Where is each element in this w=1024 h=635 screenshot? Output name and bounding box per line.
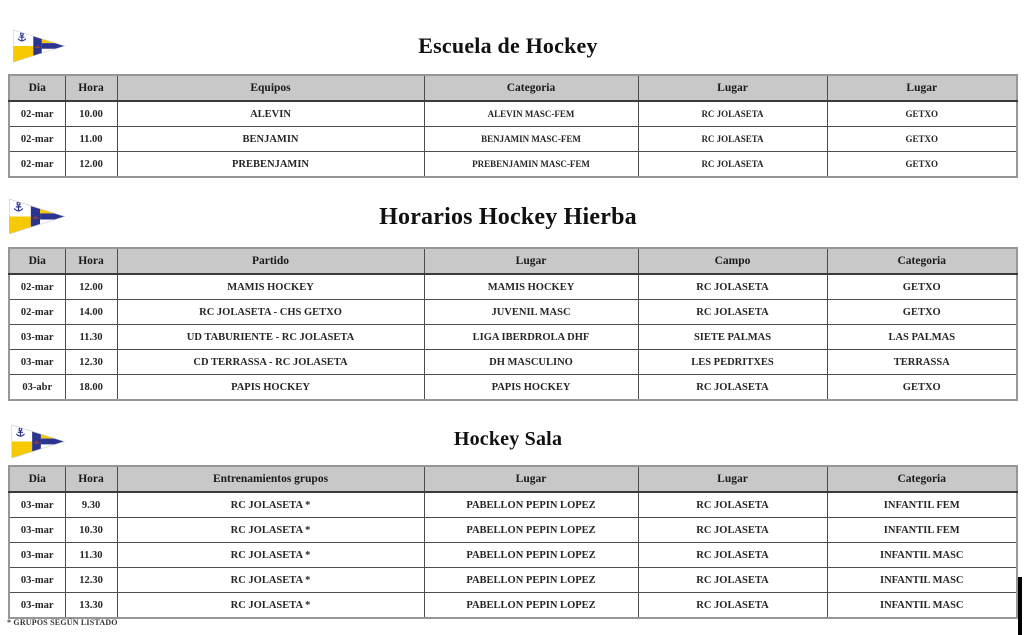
table-row bbox=[9, 568, 1017, 593]
table-cell: PABELLON PEPIN LOPEZ bbox=[424, 593, 638, 619]
table-cell: PABELLON PEPIN LOPEZ bbox=[424, 568, 638, 593]
table-cell: BENJAMIN MASC-FEM bbox=[424, 127, 638, 152]
table-cell: 11.30 bbox=[65, 543, 117, 568]
table-row bbox=[9, 350, 1017, 375]
table-row bbox=[9, 518, 1017, 543]
table-cell: 12.30 bbox=[65, 350, 117, 375]
table-cell: 02-mar bbox=[9, 127, 65, 152]
table-cell: 02-mar bbox=[9, 101, 65, 127]
table-row bbox=[9, 101, 1017, 127]
table-cell: 03-mar bbox=[9, 593, 65, 619]
table-cell: PABELLON PEPIN LOPEZ bbox=[424, 492, 638, 518]
table-cell: 12.30 bbox=[65, 568, 117, 593]
table-cell: RC JOLASETA bbox=[638, 101, 827, 127]
scrollbar-thumb[interactable] bbox=[1018, 577, 1022, 635]
table-cell: GETXO bbox=[827, 152, 1017, 178]
table-row bbox=[9, 492, 1017, 518]
column-header: Dia bbox=[9, 75, 65, 101]
section-title-escuela: Escuela de Hockey bbox=[418, 33, 598, 58]
table-cell: RC JOLASETA - CHS GETXO bbox=[117, 300, 424, 325]
table-cell: RC JOLASETA * bbox=[117, 492, 424, 518]
table-row bbox=[9, 274, 1017, 300]
table-cell: LES PEDRITXES bbox=[638, 350, 827, 375]
schedule-table-escuela bbox=[8, 74, 1018, 178]
column-header: Hora bbox=[65, 248, 117, 274]
footnote: * GRUPOS SEGÚN LISTADO bbox=[7, 618, 118, 627]
table-cell: SIETE PALMAS bbox=[638, 325, 827, 350]
table-cell: PABELLON PEPIN LOPEZ bbox=[424, 543, 638, 568]
column-header: Hora bbox=[65, 466, 117, 492]
table-cell: RC JOLASETA * bbox=[117, 543, 424, 568]
table-cell: LIGA IBERDROLA DHF bbox=[424, 325, 638, 350]
table-cell: 10.00 bbox=[65, 101, 117, 127]
table-cell: 11.00 bbox=[65, 127, 117, 152]
table-cell: DH MASCULINO bbox=[424, 350, 638, 375]
table-cell: 02-mar bbox=[9, 274, 65, 300]
table-cell: 12.00 bbox=[65, 274, 117, 300]
table-row bbox=[9, 152, 1017, 178]
table-cell: INFANTIL MASC bbox=[827, 568, 1017, 593]
table-cell: RC JOLASETA * bbox=[117, 568, 424, 593]
table-cell: INFANTIL FEM bbox=[827, 492, 1017, 518]
table-cell: 03-mar bbox=[9, 350, 65, 375]
table-cell: PABELLON PEPIN LOPEZ bbox=[424, 518, 638, 543]
table-row bbox=[9, 543, 1017, 568]
table-row bbox=[9, 375, 1017, 401]
column-header: Categoria bbox=[827, 248, 1017, 274]
table-cell: PREBENJAMIN bbox=[117, 152, 424, 178]
table-cell: PREBENJAMIN MASC-FEM bbox=[424, 152, 638, 178]
column-header: Lugar bbox=[827, 75, 1017, 101]
table-cell: RC JOLASETA bbox=[638, 300, 827, 325]
table-cell: RC JOLASETA * bbox=[117, 518, 424, 543]
table-cell: RC JOLASETA bbox=[638, 152, 827, 178]
table-cell: INFANTIL MASC bbox=[827, 543, 1017, 568]
table-cell: RC JOLASETA bbox=[638, 593, 827, 619]
table-cell: GETXO bbox=[827, 375, 1017, 401]
table-cell: GETXO bbox=[827, 127, 1017, 152]
table-cell: RC JOLASETA bbox=[638, 543, 827, 568]
table-cell: 13.30 bbox=[65, 593, 117, 619]
table-cell: GETXO bbox=[827, 101, 1017, 127]
column-header: Hora bbox=[65, 75, 117, 101]
header-row bbox=[9, 75, 1017, 101]
table-cell: 12.00 bbox=[65, 152, 117, 178]
table-cell: GETXO bbox=[827, 274, 1017, 300]
table-cell: 03-mar bbox=[9, 568, 65, 593]
table-cell: BENJAMIN bbox=[117, 127, 424, 152]
table-cell: 03-abr bbox=[9, 375, 65, 401]
table-cell: TERRASSA bbox=[827, 350, 1017, 375]
column-header: Lugar bbox=[638, 466, 827, 492]
column-header: Campo bbox=[638, 248, 827, 274]
table-cell: 10.30 bbox=[65, 518, 117, 543]
table-cell: CD TERRASSA - RC JOLASETA bbox=[117, 350, 424, 375]
schedule-table-sala bbox=[8, 465, 1018, 619]
column-header: Categoria bbox=[424, 75, 638, 101]
table-cell: RC JOLASETA bbox=[638, 518, 827, 543]
table-cell: RC JOLASETA bbox=[638, 375, 827, 401]
table-cell: 03-mar bbox=[9, 518, 65, 543]
table-cell: INFANTIL MASC bbox=[827, 593, 1017, 619]
table-row bbox=[9, 593, 1017, 619]
table-cell: 02-mar bbox=[9, 300, 65, 325]
table-cell: MAMIS HOCKEY bbox=[424, 274, 638, 300]
table-cell: JUVENIL MASC bbox=[424, 300, 638, 325]
column-header: Partido bbox=[117, 248, 424, 274]
table-cell: ALEVIN bbox=[117, 101, 424, 127]
column-header: Entrenamientos grupos bbox=[117, 466, 424, 492]
table-cell: ALEVIN MASC-FEM bbox=[424, 101, 638, 127]
table-cell: MAMIS HOCKEY bbox=[117, 274, 424, 300]
table-cell: RC JOLASETA bbox=[638, 127, 827, 152]
table-cell: 03-mar bbox=[9, 543, 65, 568]
section-title-hierba: Horarios Hockey Hierba bbox=[379, 204, 637, 230]
table-cell: 02-mar bbox=[9, 152, 65, 178]
table-cell: 9.30 bbox=[65, 492, 117, 518]
table-cell: 03-mar bbox=[9, 492, 65, 518]
table-row bbox=[9, 325, 1017, 350]
table-cell: RC JOLASETA bbox=[638, 274, 827, 300]
table-row bbox=[9, 127, 1017, 152]
column-header: Categoria bbox=[827, 466, 1017, 492]
column-header: Dia bbox=[9, 248, 65, 274]
table-cell: GETXO bbox=[827, 300, 1017, 325]
column-header: Lugar bbox=[424, 466, 638, 492]
table-cell: RC JOLASETA bbox=[638, 568, 827, 593]
table-cell: 18.00 bbox=[65, 375, 117, 401]
table-cell: LAS PALMAS bbox=[827, 325, 1017, 350]
column-header: Dia bbox=[9, 466, 65, 492]
table-cell: UD TABURIENTE - RC JOLASETA bbox=[117, 325, 424, 350]
column-header: Equipos bbox=[117, 75, 424, 101]
column-header: Lugar bbox=[638, 75, 827, 101]
section-title-sala: Hockey Sala bbox=[453, 428, 563, 450]
table-cell: RC JOLASETA * bbox=[117, 593, 424, 619]
column-header: Lugar bbox=[424, 248, 638, 274]
header-row bbox=[9, 248, 1017, 274]
table-cell: 03-mar bbox=[9, 325, 65, 350]
table-cell: PAPIS HOCKEY bbox=[424, 375, 638, 401]
table-cell: PAPIS HOCKEY bbox=[117, 375, 424, 401]
schedule-table-hierba bbox=[8, 247, 1018, 401]
header-row bbox=[9, 466, 1017, 492]
table-row bbox=[9, 300, 1017, 325]
table-cell: 11.30 bbox=[65, 325, 117, 350]
table-cell: INFANTIL FEM bbox=[827, 518, 1017, 543]
table-cell: RC JOLASETA bbox=[638, 492, 827, 518]
table-cell: 14.00 bbox=[65, 300, 117, 325]
